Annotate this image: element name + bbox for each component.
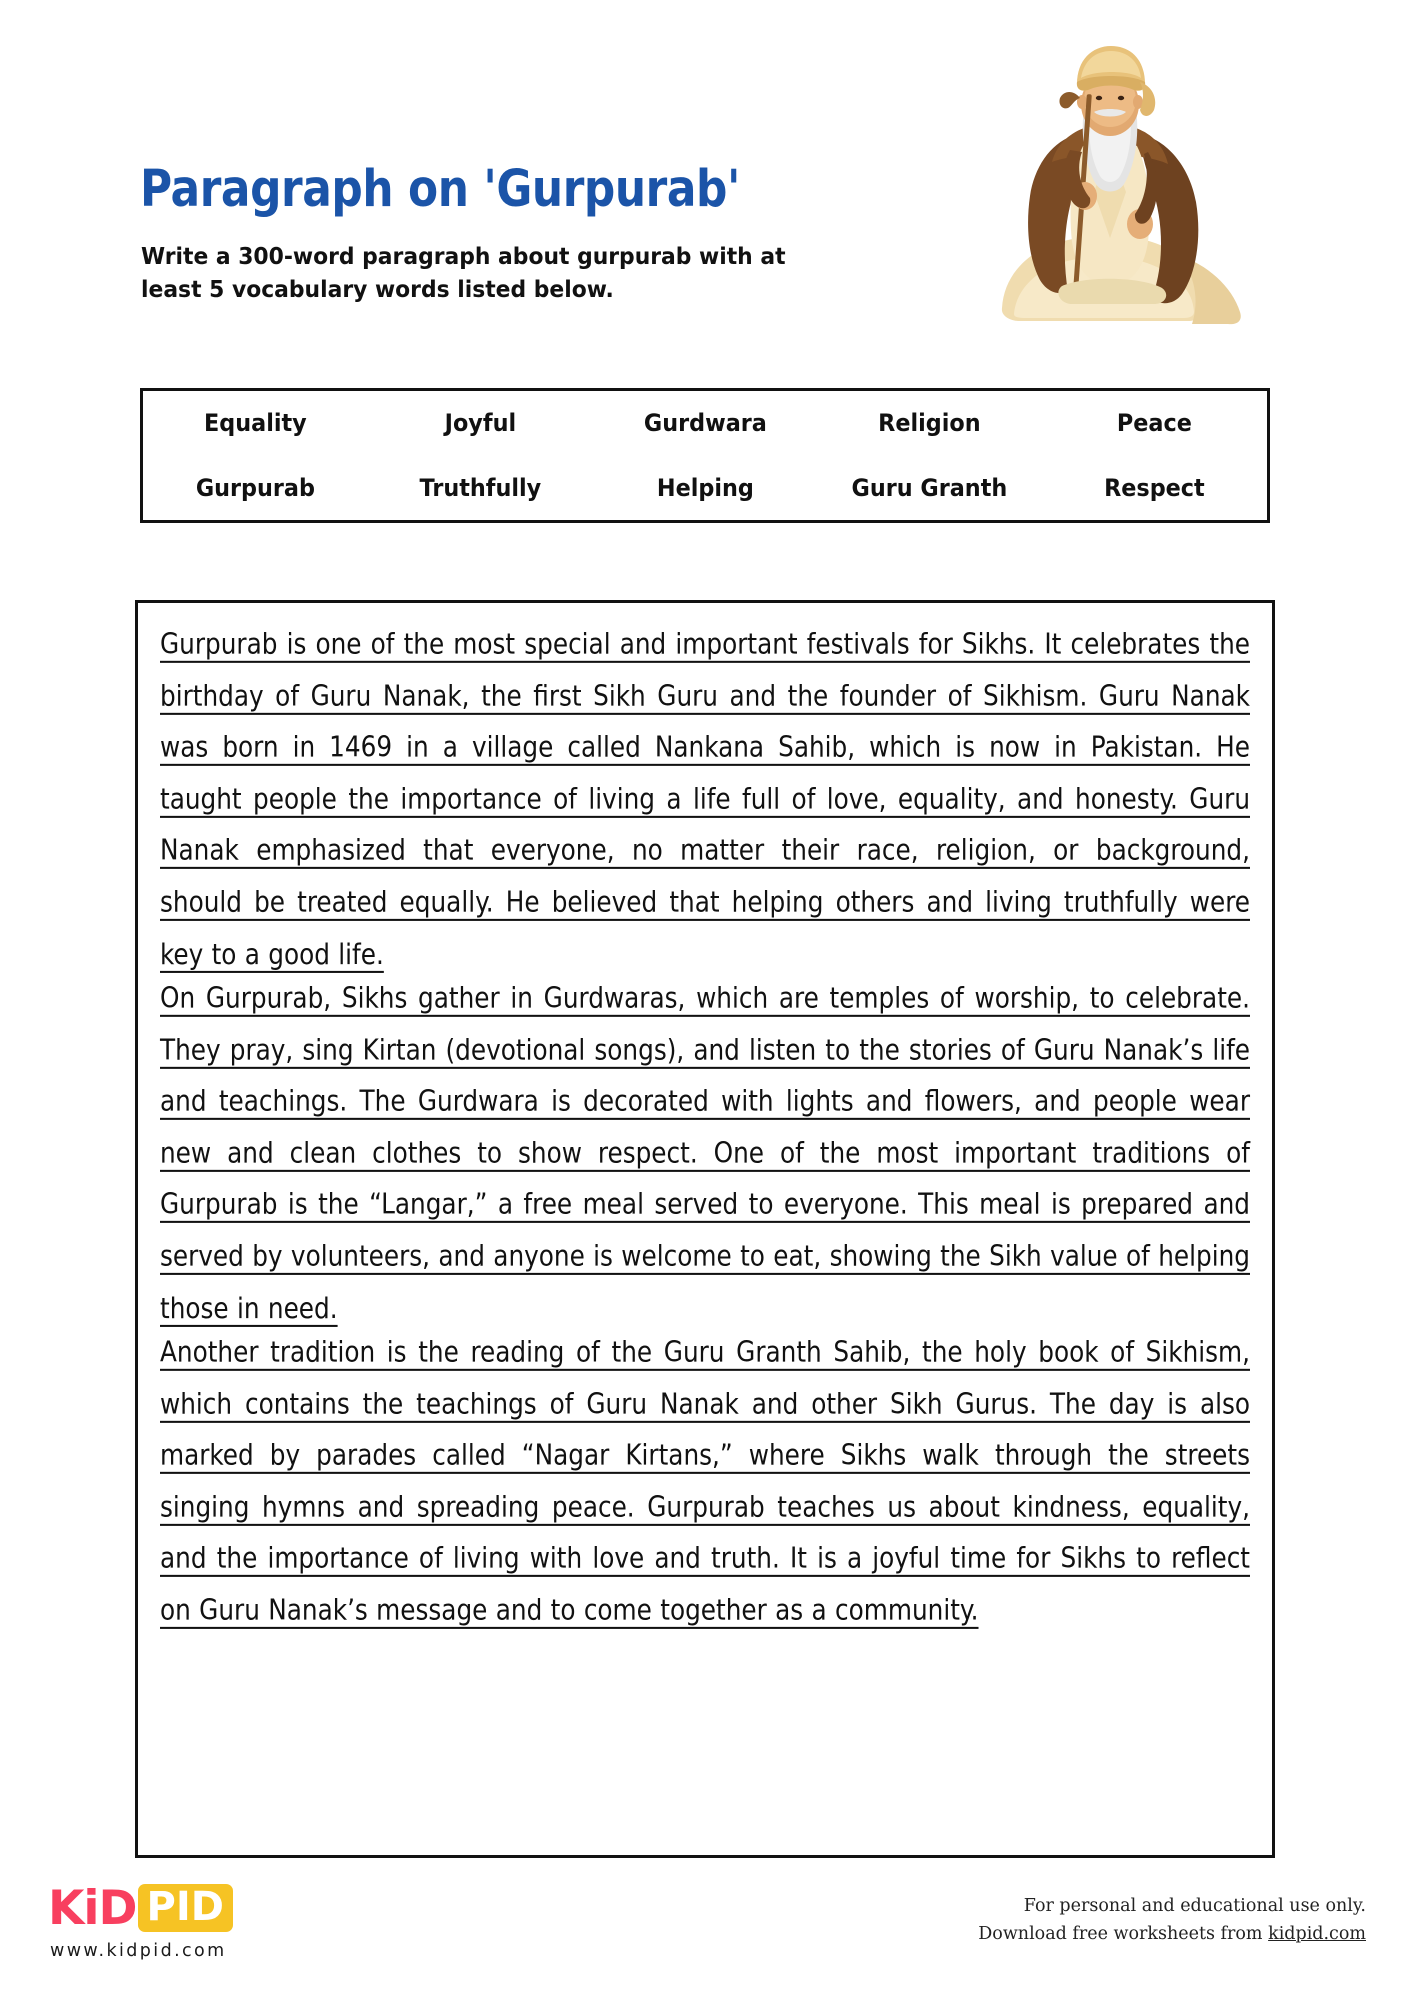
kidpid-link[interactable]: kidpid.com [1268, 1924, 1366, 1945]
footer-usage-note [978, 1892, 1366, 1949]
vocabulary-word: Guru Granth [851, 473, 1008, 502]
vocabulary-word: Truthfully [419, 473, 542, 502]
vocabulary-row-1 [143, 391, 1267, 456]
worksheet-instructions: Write a 300-word paragraph about gurpurab with at least 5 vocabulary words listed below. [141, 242, 786, 304]
answer-paragraph: On Gurpurab, Sikhs gather in Gurdwaras, which are temples of worship, to celebrate. They pray, sing Kirtan (devotional songs), and listen to the stories of Guru Nanak’s life and teachings. The Gurdwara is decorated with lights and flowers, and people wear new and clean clothes to show respect. One of the most important traditions of Gurpurab is the “Langar,” a free meal served to everyone. This meal is prepared and served by volunteers, and anyone is welcome to eat, showing the Sikh value of helping those in need. [160, 982, 1250, 1325]
vocabulary-word: Joyful [444, 409, 516, 438]
vocabulary-word: Helping [656, 473, 754, 502]
vocabulary-word: Peace [1117, 409, 1193, 438]
answer-paragraph: Gurpurab is one of the most special and important festivals for Sikhs. It celebrates the birthday of Guru Nanak, the first Sikh Guru and the founder of Sikhism. Guru Nanak was born in 1469 in a village called Nankana Sahib, which is now in Pakistan. He taught people the importance of living a life full of love, equality, and honesty. Guru Nanak emphasized that everyone, no matter their race, religion, or background, should be treated equally. He believed that helping others and living truthfully were key to a good life. [160, 628, 1250, 971]
vocabulary-word: Respect [1104, 473, 1205, 502]
logo-website-url[interactable]: www.kidpid.com [50, 1941, 227, 1961]
footer-note-line-2 [978, 1920, 1366, 1948]
vocabulary-word: Gurpurab [195, 473, 315, 502]
kidpid-logo[interactable] [48, 1882, 233, 1961]
vocabulary-word: Religion [878, 409, 982, 438]
vocabulary-row-2 [143, 456, 1267, 521]
footer-note-prefix: Download free worksheets from [978, 1924, 1269, 1945]
answer-box[interactable] [135, 600, 1275, 1858]
page-title: Paragraph on 'Gurpurab' [140, 160, 740, 219]
logo-pid-text: PID [138, 1884, 233, 1932]
vocabulary-word: Equality [204, 409, 307, 438]
vocabulary-box [140, 388, 1270, 523]
guru-nanak-illustration [944, 42, 1274, 362]
footer-note-line-1: For personal and educational use only. [1023, 1896, 1366, 1916]
worksheet-header [0, 0, 1414, 370]
logo-wordmark [48, 1882, 233, 1934]
logo-kid-text: KiD [48, 1880, 137, 1936]
vocabulary-word: Gurdwara [643, 409, 767, 438]
answer-paragraph: Another tradition is the reading of the Guru Granth Sahib, the holy book of Sikhism, which contains the teachings of Guru Nanak and other Sikh Gurus. The day is also marked by parades called “Nagar Kirtans,” where Sikhs walk through the streets singing hymns and spreading peace. Gurpurab teaches us about kindness, equality, and the importance of living with love and truth. It is a joyful time for Sikhs to reflect on Guru Nanak’s message and to come together as a community. [160, 1336, 1250, 1628]
worksheet-footer [0, 1860, 1414, 2000]
